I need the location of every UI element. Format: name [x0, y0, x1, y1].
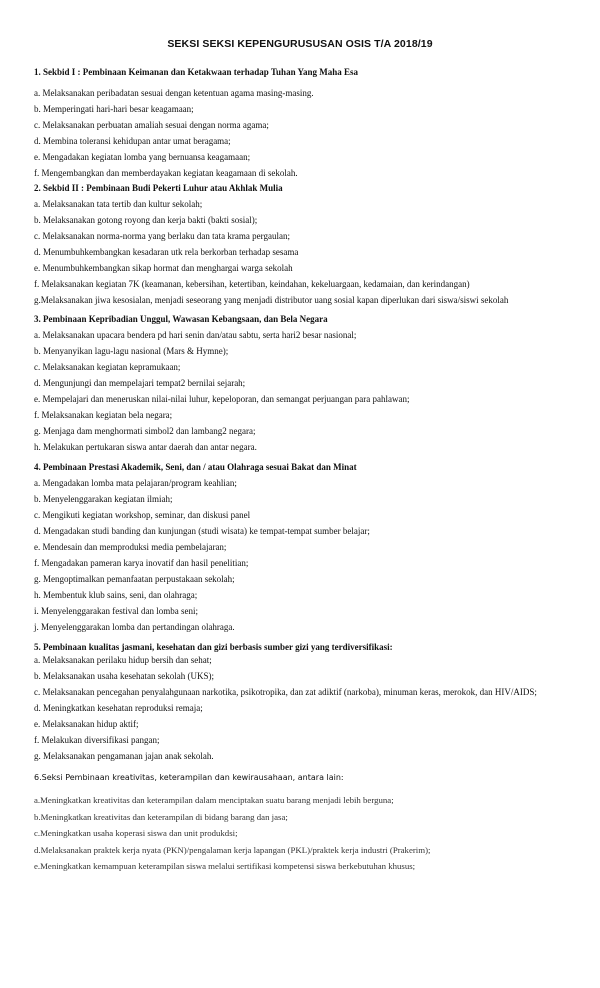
list-item: f. Melaksanakan kegiatan 7K (keamanan, kebersihan, ketertiban, keindahan, kekeluargaan, kedamaian, dan kerindangan) — [34, 279, 470, 289]
list-item: d. Mengunjungi dan mempelajari tempat2 bernilai sejarah; — [34, 378, 246, 388]
list-item: e. Mempelajari dan meneruskan nilai-nilai luhur, kepeloporan, dan semangat perjuangan para pahlawan; — [34, 394, 410, 404]
section-sekbid-2 — [34, 183, 574, 306]
list-item: i. Menyelenggarakan festival dan lomba seni; — [34, 606, 198, 616]
section-heading: 3. Pembinaan Kepribadian Unggul, Wawasan Kebangsaan, dan Bela Negara — [34, 314, 328, 324]
list-item: b. Melaksanakan gotong royong dan kerja bakti (bakti sosial); — [34, 215, 258, 225]
list-item: a. Melaksanakan peribadatan sesuai dengan ketentuan agama masing-masing. — [34, 88, 314, 98]
section-heading: 1. Sekbid I : Pembinaan Keimanan dan Ketakwaan terhadap Tuhan Yang Maha Esa — [34, 67, 358, 77]
list-item: a. Melaksanakan upacara bendera pd hari senin dan/atau sabtu, serta hari2 besar nasional; — [34, 330, 357, 340]
list-item: b. Menyanyikan lagu-lagu nasional (Mars & Hymne); — [34, 346, 229, 356]
section-sekbid-1 — [34, 67, 574, 179]
list-item: h. Membentuk klub sains, seni, dan olahraga; — [34, 590, 198, 600]
list-item: c.Meningkatkan usaha koperasi siswa dan unit produkdsi; — [34, 828, 238, 838]
list-item: h. Melakukan pertukaran siswa antar daerah dan antar negara. — [34, 442, 257, 452]
list-item: e.Meningkatkan kemampuan keterampilan siswa melalui sertifikasi kompetensi siswa berkebutuhan khusus; — [34, 861, 416, 871]
section-prestasi — [34, 462, 574, 633]
list-item: c. Melaksanakan norma-norma yang berlaku dan tata krama pergaulan; — [34, 231, 290, 241]
list-item: e. Mengadakan kegiatan lomba yang bernuansa keagamaan; — [34, 152, 251, 162]
section-kepribadian — [34, 314, 574, 453]
list-item: g. Melaksanakan pengamanan jajan anak sekolah. — [34, 751, 214, 761]
section-jasmani — [34, 642, 574, 762]
list-item: a. Melaksanakan perilaku hidup bersih dan sehat; — [34, 655, 212, 665]
list-item: b.Meningkatkan kreativitas dan keterampilan di bidang barang dan jasa; — [34, 811, 288, 822]
list-item: c. Melaksanakan pencegahan penyalahgunaan narkotika, psikotropika, dan zat adiktif (narkoba), minuman keras, merokok, dan HIV/AIDS; — [34, 687, 537, 697]
list-item: f. Melakukan diversifikasi pangan; — [34, 735, 160, 745]
list-item: j. Menyelenggarakan lomba dan pertandingan olahraga. — [34, 622, 235, 632]
list-item: g.Melaksanakan jiwa kesosialan, menjadi seseorang yang menjadi distributor uang sosial kapan diperlukan dari siswa/siswi sekolah — [34, 295, 509, 305]
section-heading: 5. Pembinaan kualitas jasmani, kesehatan dan gizi berbasis sumber gizi yang terdiversifikasi: — [34, 642, 393, 652]
list-item: a.Meningkatkan kreativitas dan keterampilan dalam menciptakan suatu barang menjadi lebih berguna; — [34, 795, 394, 805]
sections-container — [34, 67, 574, 878]
list-item: a. Mengadakan lomba mata pelajaran/program keahlian; — [34, 478, 237, 488]
list-item: g. Mengoptimalkan pemanfaatan perpustakaan sekolah; — [34, 574, 235, 584]
document-title: SEKSI SEKSI KEPENGURUSUSAN OSIS T/A 2018/19 — [167, 38, 433, 50]
list-item: b. Menyelenggarakan kegiatan ilmiah; — [34, 494, 173, 504]
list-item: f. Mengembangkan dan memberdayakan kegiatan keagamaan di sekolah. — [34, 168, 298, 178]
list-item: e. Melaksanakan hidup aktif; — [34, 719, 139, 729]
list-item: b. Memperingati hari-hari besar keagamaan; — [34, 104, 194, 114]
list-item: g. Menjaga dam menghormati simbol2 dan lambang2 negara; — [34, 426, 256, 436]
section-heading: 4. Pembinaan Prestasi Akademik, Seni, dan / atau Olahraga sesuai Bakat dan Minat — [34, 462, 357, 472]
list-item: f. Melaksanakan kegiatan bela negara; — [34, 410, 173, 420]
section-kreativitas — [34, 772, 574, 872]
list-item: b. Melaksanakan usaha kesehatan sekolah (UKS); — [34, 671, 214, 681]
list-item: e. Mendesain dan memproduksi media pembelajaran; — [34, 542, 227, 552]
list-item: c. Melaksanakan perbuatan amaliah sesuai dengan norma agama; — [34, 120, 269, 130]
list-item: e. Menumbuhkembangkan sikap hormat dan menghargai warga sekolah — [34, 263, 293, 273]
list-item: f. Mengadakan pameran karya inovatif dan hasil penelitian; — [34, 558, 249, 568]
list-item: d. Mengadakan studi banding dan kunjungan (studi wisata) ke tempat-tempat sumber belajar; — [34, 526, 370, 536]
list-item: d. Menumbuhkembangkan kesadaran utk rela berkorban terhadap sesama — [34, 247, 299, 257]
section-heading: 2. Sekbid II : Pembinaan Budi Pekerti Luhur atau Akhlak Mulia — [34, 183, 283, 193]
list-item: c. Mengikuti kegiatan workshop, seminar, dan diskusi panel — [34, 510, 251, 520]
section-heading: 6.Seksi Pembinaan kreativitas, keterampilan dan kewirausahaan, antara lain: — [34, 773, 344, 782]
list-item: d. Meningkatkan kesehatan reproduksi remaja; — [34, 703, 203, 713]
list-item: d.Melaksanakan praktek kerja nyata (PKN)/pengalaman kerja lapangan (PKL)/praktek kerja industri (Prakerim); — [34, 844, 431, 855]
list-item: a. Melaksanakan tata tertib dan kultur sekolah; — [34, 199, 203, 209]
list-item: c. Melaksanakan kegiatan kepramukaan; — [34, 362, 181, 372]
list-item: d. Membina toleransi kehidupan antar umat beragama; — [34, 136, 231, 146]
